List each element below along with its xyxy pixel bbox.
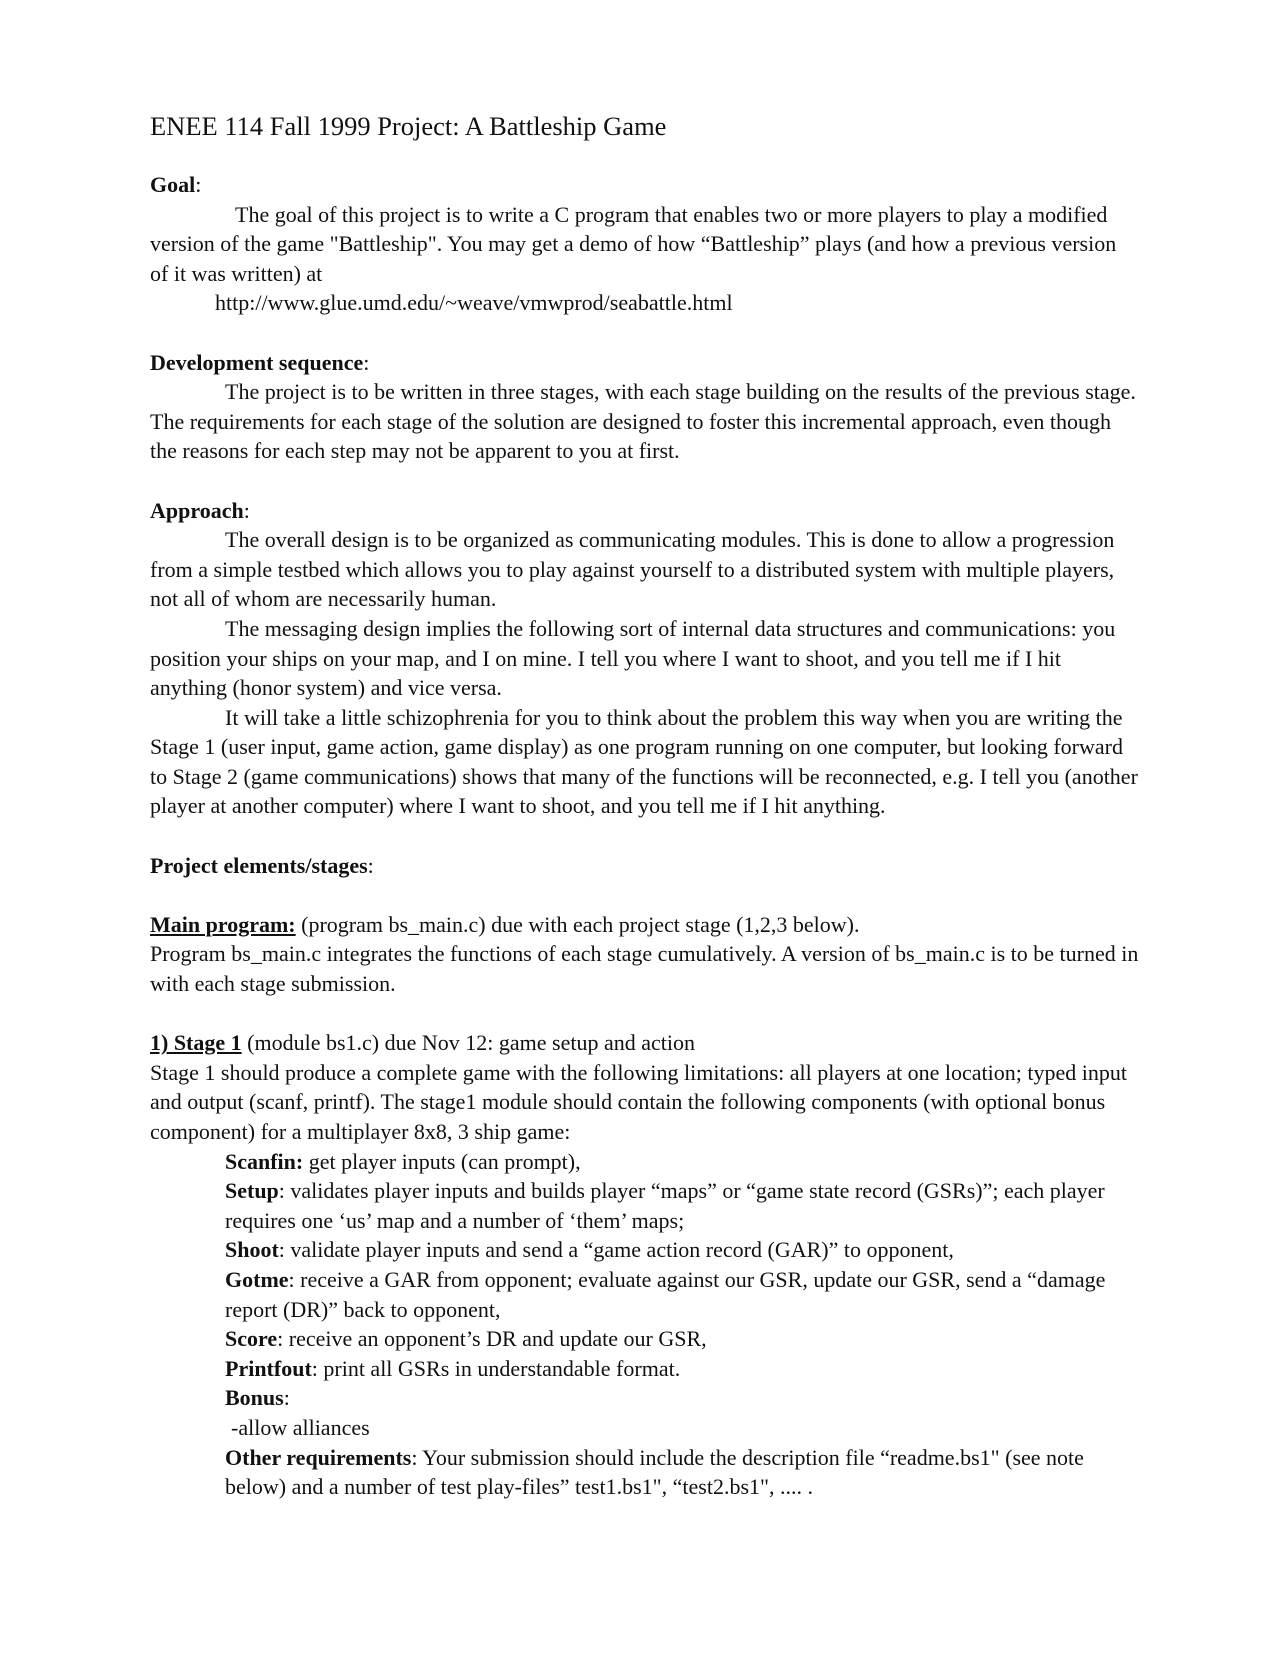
demo-url: http://www.glue.umd.edu/~weave/vmwprod/seabattle.html bbox=[215, 290, 733, 316]
approach-section bbox=[150, 496, 1140, 822]
main-program-text: Program bs_main.c integrates the functions of each stage cumulatively. A version of bs_main.c is to be turned in with each stage submission. bbox=[150, 941, 1139, 997]
stage1-text: Stage 1 should produce a complete game with the following limitations: all players at one location; typed input and output (scanf, printf). The stage1 module should contain the following components (with optional bonus component) for a multiplayer 8x8, 3 ship game: bbox=[150, 1059, 1127, 1144]
goal-heading-line: Goal: bbox=[150, 172, 202, 197]
approach-paragraph: The overall design is to be organized as communicating modules. This is done to allow a progression from a simple testbed which allows you to play against yourself to a distributed system with multiple players, not all of whom are necessarily human. bbox=[150, 527, 1115, 612]
project-elements-heading: Project elements/stages bbox=[150, 852, 368, 878]
other-requirements bbox=[225, 1443, 1140, 1502]
component-desc: : validates player inputs and builds player “maps” or “game state record (GSRs)”; each player requires one ‘us’ map and a number of ‘them’ maps; bbox=[225, 1178, 1105, 1233]
stage1-first-line: (module bs1.c) due Nov 12: game setup and action bbox=[241, 1030, 695, 1056]
spacer bbox=[150, 880, 1140, 910]
stage1-line bbox=[150, 1028, 1140, 1058]
component-desc: : validate player inputs and send a “game action record (GAR)” to opponent, bbox=[278, 1237, 954, 1263]
other-requirements-desc: : Your submission should include the description file “readme.bs1" (see note below) and a number of test play-files” test1.bs1", “test2.bs1", .... . bbox=[225, 1444, 1084, 1500]
main-program-first-line: (program bs_main.c) due with each project stage (1,2,3 below). bbox=[295, 911, 860, 937]
other-requirements-name: Other requirements bbox=[225, 1444, 412, 1470]
component-desc: : print all GSRs in understandable format. bbox=[311, 1355, 681, 1381]
spacer bbox=[150, 821, 1140, 851]
component-name: Scanfin: bbox=[225, 1148, 304, 1174]
component-item bbox=[225, 1354, 1140, 1384]
development-heading-line: Development sequence: bbox=[150, 349, 370, 375]
project-elements-heading-line: Project elements/stages: bbox=[150, 852, 374, 878]
component-name: Setup bbox=[225, 1178, 279, 1204]
development-heading: Development sequence bbox=[150, 349, 364, 375]
stage1-label: 1) Stage 1 bbox=[150, 1030, 242, 1056]
component-name: Score bbox=[225, 1326, 278, 1352]
component-desc: : receive a GAR from opponent; evaluate against our GSR, update our GSR, send a “damage report (DR)” back to opponent, bbox=[225, 1266, 1106, 1322]
bonus-item: -allow alliances bbox=[231, 1414, 370, 1440]
document-page bbox=[150, 110, 1140, 1502]
approach-paragraph: It will take a little schizophrenia for you to think about the problem this way when you are writing the Stage 1 (user input, game action, game display) as one program running on one computer, but looking forward to Stage 2 (game communications) shows that many of the functions will be reconnected, e.g. I tell you (another player at another computer) where I want to shoot, and you tell me if I hit anything. bbox=[150, 704, 1138, 819]
component-desc: : bbox=[283, 1385, 290, 1411]
goal-text: The goal of this project is to write a C program that enables two or more players to play a modified version of the game "Battleship". You may get a demo of how “Battleship” plays (and how a previous version of it was written) at bbox=[150, 201, 1117, 286]
component-item bbox=[225, 1324, 1140, 1354]
component-list bbox=[150, 1147, 1140, 1502]
component-name: Printfout bbox=[225, 1355, 312, 1381]
component-item bbox=[225, 1235, 1140, 1265]
development-text: The project is to be written in three stages, with each stage building on the results of the previous stage. The requirements for each stage of the solution are designed to foster this incremental approach, even though the reasons for each step may not be apparent to you at first. bbox=[150, 379, 1136, 464]
spacer bbox=[150, 318, 1140, 348]
component-item bbox=[225, 1383, 1140, 1413]
component-name: Gotme bbox=[225, 1266, 289, 1292]
approach-heading-line: Approach: bbox=[150, 497, 250, 523]
stage1-section bbox=[150, 1028, 1140, 1502]
component-item bbox=[225, 1265, 1140, 1324]
goal-heading: Goal bbox=[150, 172, 196, 197]
component-desc: get player inputs (can prompt), bbox=[303, 1148, 581, 1174]
component-item bbox=[225, 1176, 1140, 1235]
main-program-label: Main program: bbox=[150, 911, 296, 937]
development-section bbox=[150, 348, 1140, 466]
goal-section bbox=[150, 170, 1140, 318]
spacer bbox=[150, 466, 1140, 496]
main-program-section bbox=[150, 910, 1140, 999]
approach-paragraph: The messaging design implies the following sort of internal data structures and communications: you position your ships on your map, and I on mine. I tell you where I want to shoot, and you tell me if I hit anything (honor system) and vice versa. bbox=[150, 615, 1116, 701]
approach-heading: Approach bbox=[150, 497, 244, 523]
spacer bbox=[150, 999, 1140, 1029]
component-name: Shoot bbox=[225, 1237, 279, 1263]
page-title: ENEE 114 Fall 1999 Project: A Battleship Game bbox=[150, 111, 667, 141]
component-item bbox=[225, 1147, 1140, 1177]
component-name: Bonus bbox=[225, 1385, 284, 1411]
main-program-line bbox=[150, 910, 1140, 940]
component-desc: : receive an opponent’s DR and update our GSR, bbox=[277, 1326, 707, 1352]
